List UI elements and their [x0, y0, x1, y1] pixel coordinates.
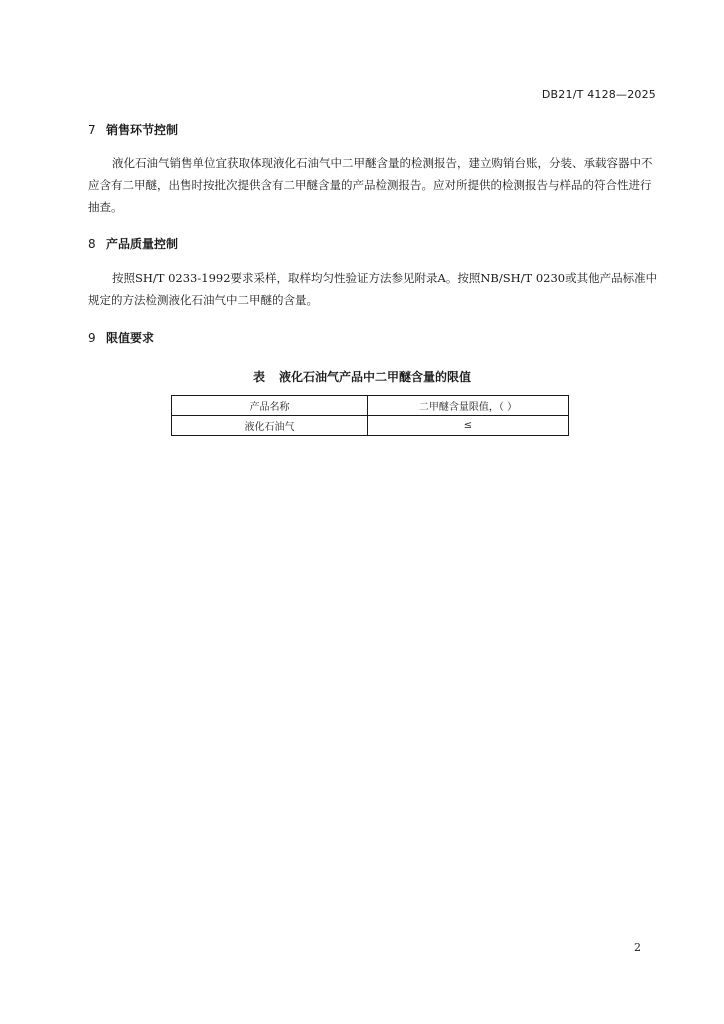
page-number: 2	[634, 941, 641, 954]
section-7-number: 7	[88, 123, 96, 137]
table-caption-text: 液化石油气产品中二甲醚含量的限值	[279, 370, 472, 384]
section-9-number: 9	[88, 331, 96, 345]
section-8-title: 产品质量控制	[106, 237, 179, 251]
section-8-number: 8	[88, 237, 96, 251]
table-caption-lead: 表	[252, 370, 265, 384]
section-9-heading	[88, 329, 154, 346]
cell-limit: ≤	[368, 416, 569, 436]
header-product-name: 产品名称	[172, 396, 368, 416]
limit-table	[171, 395, 569, 436]
section-9-title: 限值要求	[106, 331, 155, 345]
section-7-paragraph: 液化石油气销售单位宜获取体现液化石油气中二甲醚含量的检测报告，建立购销台账，分装、承载容器中不应含有二甲醚，出售时按批次提供含有二甲醚含量的产品检测报告。应对所提供的检测报告与样品的符合性进行抽查。	[88, 156, 653, 214]
section-7-title: 销售环节控制	[106, 123, 179, 137]
document-code: DB21/T 4128—2025	[541, 88, 656, 101]
table-row	[172, 416, 569, 436]
header-dme-limit: 二甲醚含量限值，（ ）	[368, 396, 569, 416]
table-header-row	[172, 396, 569, 416]
section-8-paragraph: 按照SH/T 0233-1992要求采样，取样均匀性验证方法参见附录A。按照NB/SH/T 0230或其他产品标准中规定的方法检测液化石油气中二甲醚的含量。	[88, 271, 658, 307]
table-caption	[0, 368, 724, 385]
cell-product: 液化石油气	[172, 416, 368, 436]
section-8-heading	[88, 235, 178, 252]
section-7-heading	[88, 121, 178, 138]
